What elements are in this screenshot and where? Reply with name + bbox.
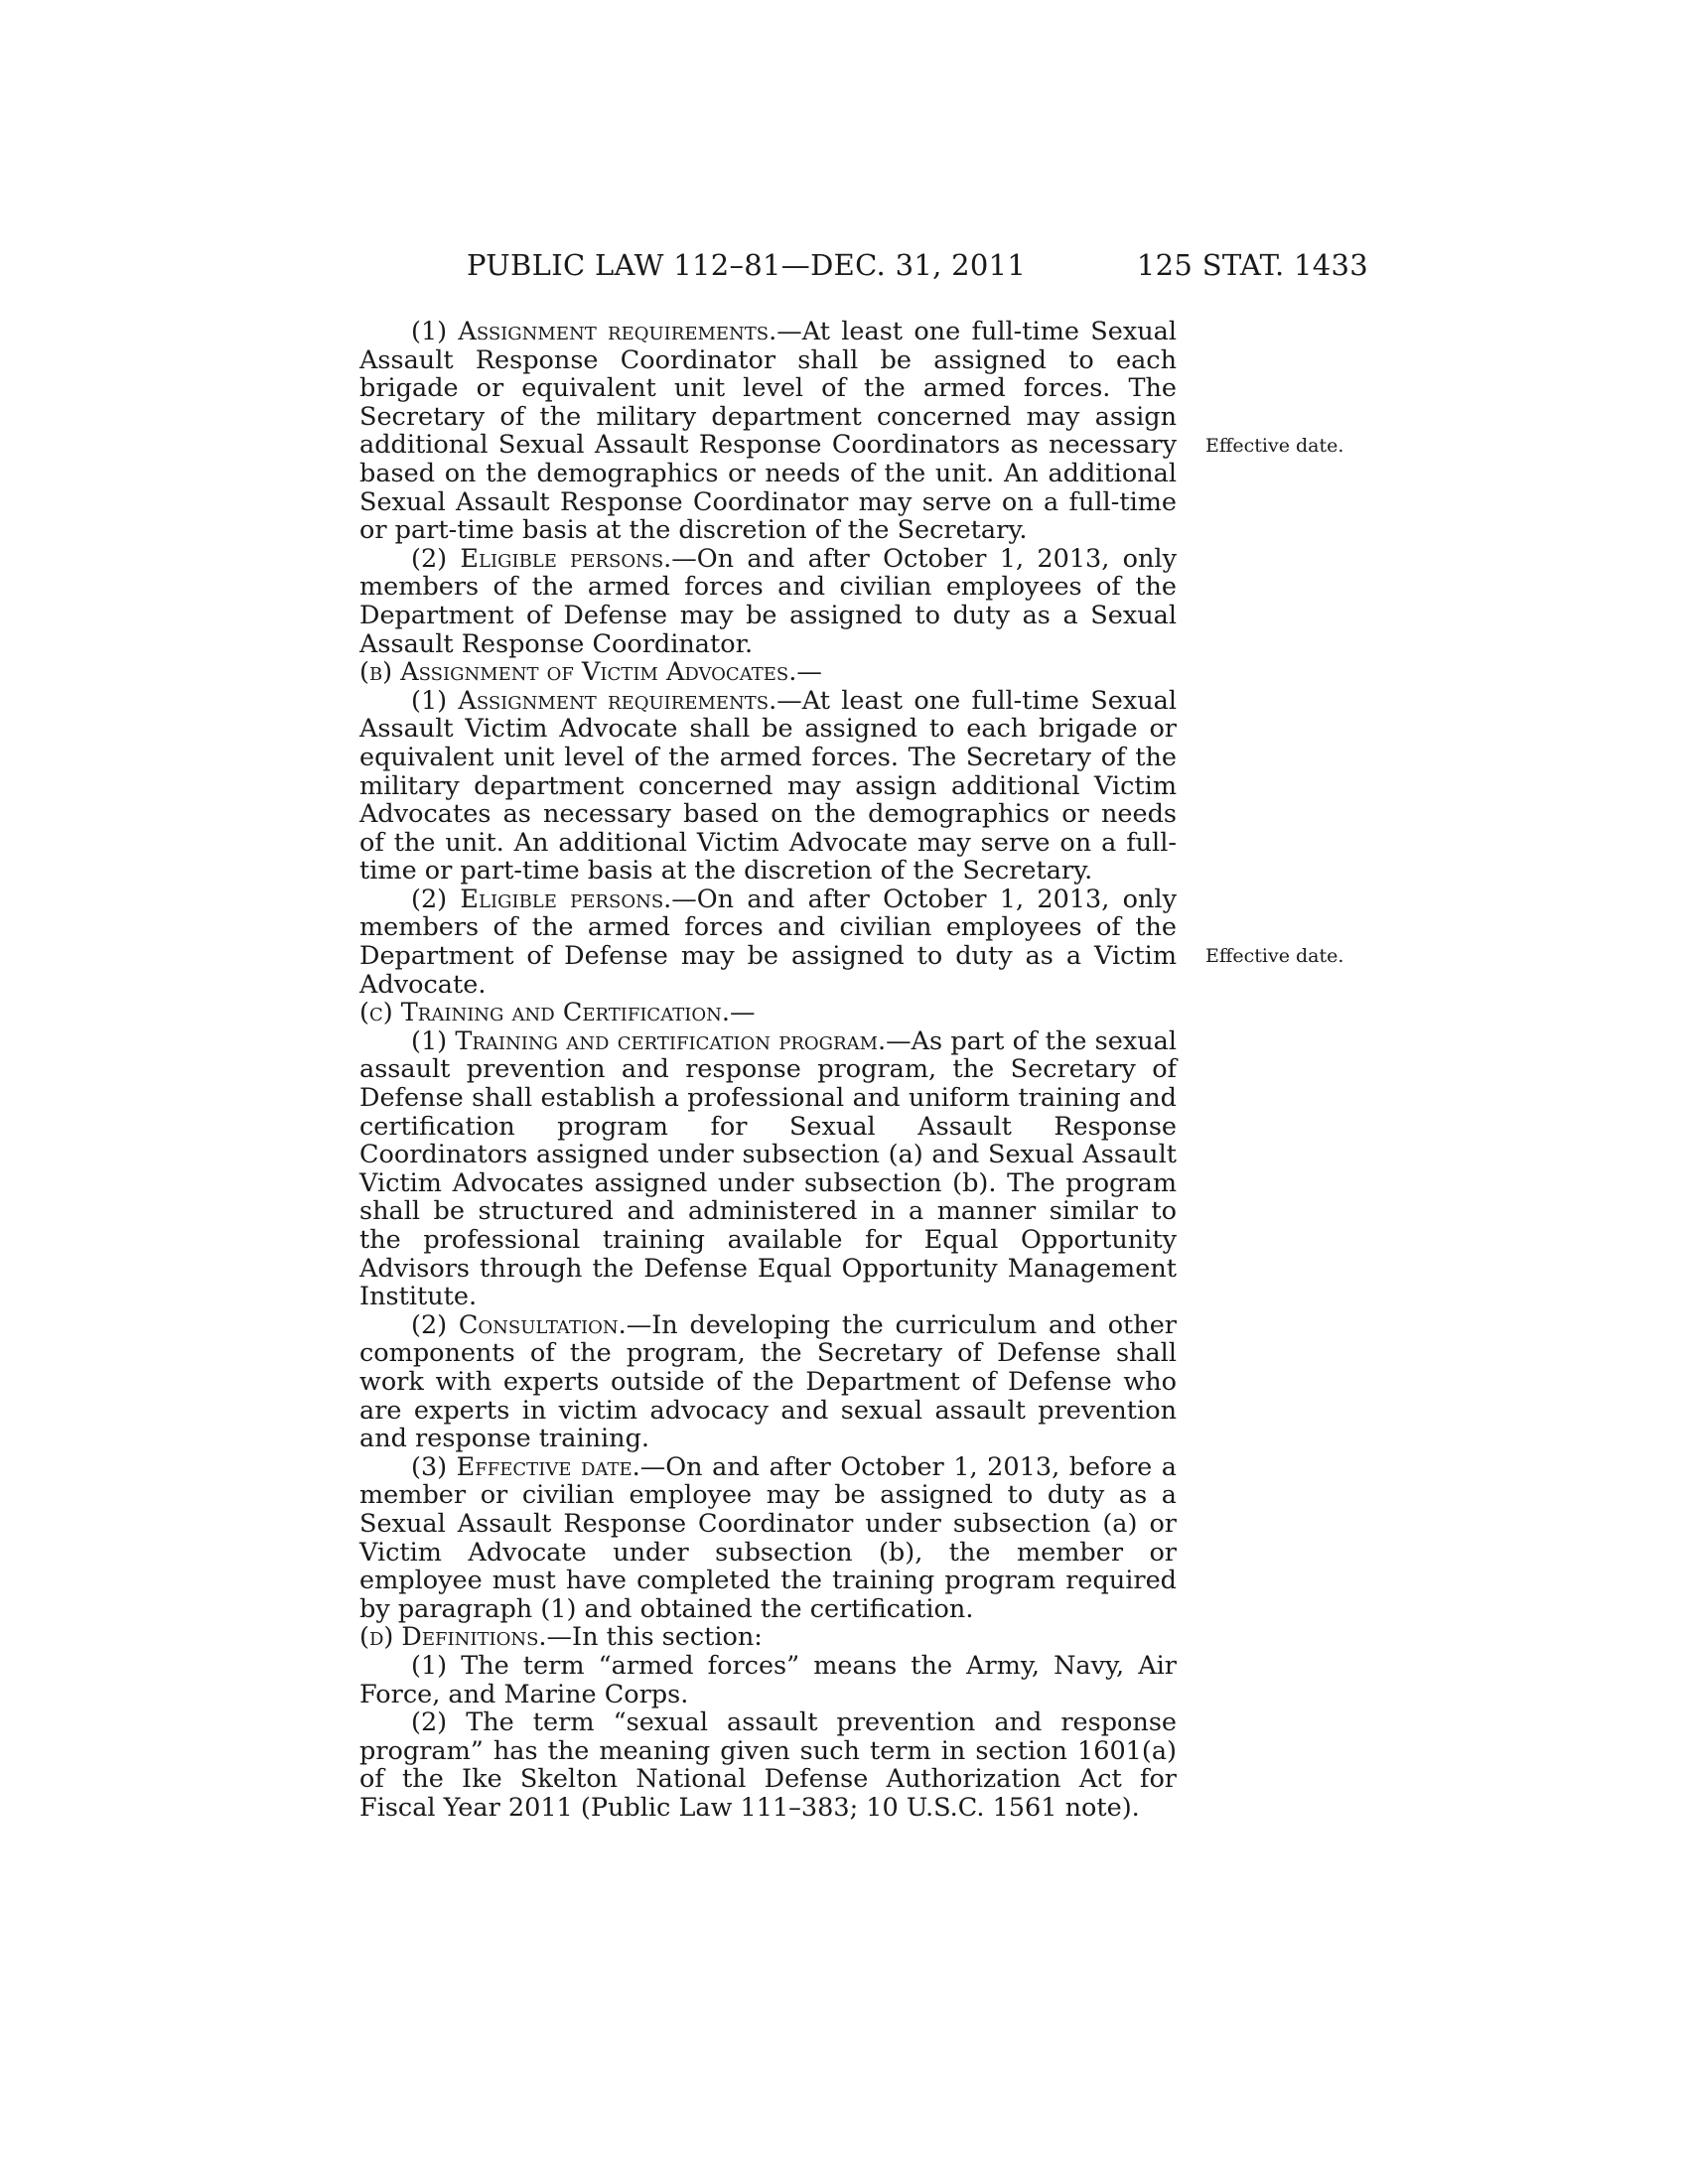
paragraph xyxy=(359,1708,1177,1822)
paragraph-heading: (3) Effective date. xyxy=(411,1451,640,1482)
paragraph-heading: (b) Assignment of Victim Advocates. xyxy=(359,657,797,688)
paragraph-heading: (2) Eligible persons. xyxy=(411,884,672,914)
paragraph-text: (1) The term “armed forces” means the Army, Navy, Air Force, and Marine Corps. xyxy=(359,1650,1177,1709)
paragraph-heading: (c) Training and Certification. xyxy=(359,998,730,1028)
paragraph xyxy=(359,1453,1177,1624)
paragraph xyxy=(359,1311,1177,1453)
margin-note: Effective date. xyxy=(1205,435,1344,457)
subsection-heading xyxy=(359,999,1177,1027)
paragraph-text: —In developing the curriculum and other components of the program, the Secretary of Defense shall work with experts outside of the Department of Defense who are experts in victim advocacy and sexual assault prevention and response training. xyxy=(359,1309,1177,1454)
document-body xyxy=(359,318,1177,1822)
paragraph-text: —In this section: xyxy=(546,1622,763,1653)
paragraph-heading: (1) Assignment requirements. xyxy=(411,685,777,716)
paragraph xyxy=(359,545,1177,658)
paragraph-text: — xyxy=(796,657,822,688)
subsection-heading xyxy=(359,1623,1177,1652)
running-header-title: PUBLIC LAW 112–81—DEC. 31, 2011 xyxy=(467,248,1027,282)
subsection-heading xyxy=(359,658,1177,687)
paragraph xyxy=(359,318,1177,545)
paragraph-text: (2) The term “sexual assault prevention and response program” has the meaning given such term in section 1601(a) of the Ike Skelton National Defense Authorization Act for Fiscal Year 2011 (Public Law 111–383; 10 U.S.C. 1561 note). xyxy=(359,1707,1177,1823)
running-header-page: 125 STAT. 1433 xyxy=(1136,248,1368,282)
paragraph-text: —On and after October 1, 2013, before a member or civilian employee may be assigned to duty as a Sexual Assault Response Coordinator under subsection (a) or Victim Advocate under subsection (b), the member or employee must have completed the training program required by paragraph (1) and obtained the certification. xyxy=(359,1451,1177,1624)
paragraph-text: —At least one full-time Sexual Assault Response Coordinator shall be assigned to each brigade or equivalent unit level of the armed forces. The Secretary of the military department concerned may assign additional Sexual Assault Response Coordinators as necessary based on the demographics or needs of the unit. An additional Sexual Assault Response Coordinator may serve on a full-time or part-time basis at the discretion of the Secretary. xyxy=(359,317,1177,546)
paragraph-text: —As part of the sexual assault prevention and response program, the Secretary of Defense shall establish a professional and uniform training and certification program for Sexual Assault Response Coordinators assigned under subsection (a) and Sexual Assault Victim Advocates assigned under subsection (b). The program shall be structured and administered in a manner similar to the professional training available for Equal Opportunity Advisors through the Defense Equal Opportunity Management Institute. xyxy=(359,1025,1178,1312)
paragraph-text: —At least one full-time Sexual Assault Victim Advocate shall be assigned to each brigade or equivalent unit level of the armed forces. The Secretary of the military department concerned may assign additional Victim Advocates as necessary based on the demographics or needs of the unit. An additional Victim Advocate may serve on a full-time or part-time basis at the discretion of the Secretary. xyxy=(359,685,1177,887)
paragraph-heading: (2) Consultation. xyxy=(411,1309,627,1340)
paragraph-heading: (d) Definitions. xyxy=(359,1622,547,1653)
paragraph xyxy=(359,1027,1177,1311)
paragraph xyxy=(359,1652,1177,1708)
margin-note: Effective date. xyxy=(1205,945,1344,967)
paragraph xyxy=(359,886,1177,999)
paragraph-text: —On and after October 1, 2013, only members of the armed forces and civilian employees of the Department of Defense may be assigned to duty as a Victim Advocate. xyxy=(359,884,1177,1000)
paragraph-heading: (1) Training and certification program. xyxy=(411,1025,887,1056)
paragraph-heading: (1) Assignment requirements. xyxy=(411,317,777,346)
paragraph-heading: (2) Eligible persons. xyxy=(411,543,672,574)
paragraph-text: — xyxy=(729,998,756,1028)
paragraph xyxy=(359,687,1177,886)
paragraph-text: —On and after October 1, 2013, only members of the armed forces and civilian employees of the Department of Defense may be assigned to duty as a Sexual Assault Response Coordinator. xyxy=(359,543,1177,659)
